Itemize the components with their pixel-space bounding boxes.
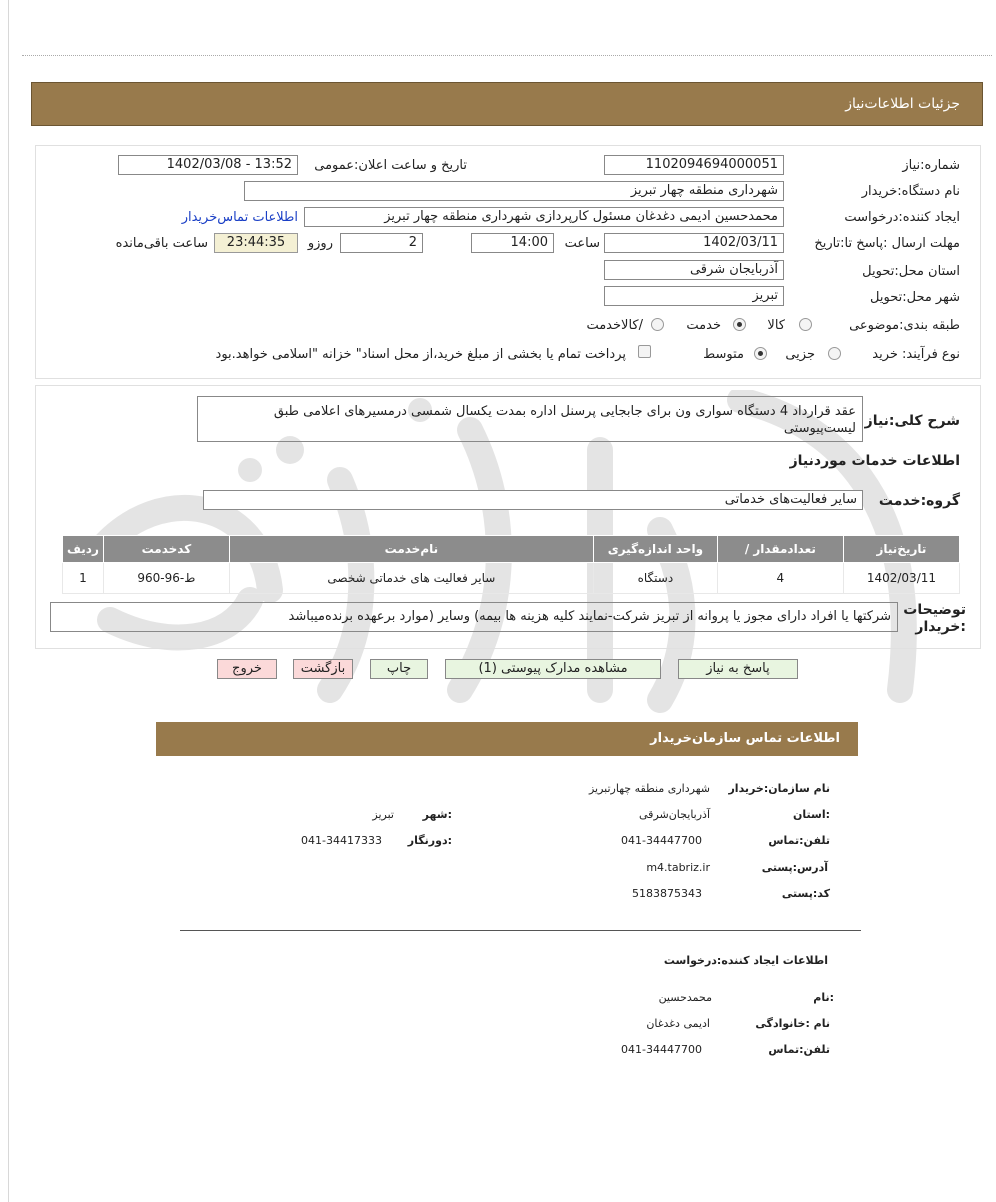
col-header-row-no: ردیف: [63, 536, 104, 563]
description-label: شرح کلی:نیاز: [864, 413, 960, 429]
process-medium-label: متوسط: [703, 347, 744, 362]
contact-province-label: :استان: [793, 808, 830, 821]
city-field[interactable]: تبریز: [604, 286, 784, 306]
reply-button[interactable]: پاسخ به نیاز: [678, 659, 798, 679]
services-section-title: اطلاعات خدمات موردنیاز: [789, 453, 960, 469]
buyer-org-label: نام دستگاه:خریدار: [861, 184, 960, 199]
contact-province-value: آذربایجان‌شرقی: [639, 808, 710, 821]
day-label: روزو: [307, 236, 333, 251]
col-header-service-code: کدخدمت: [103, 536, 229, 563]
service-group-field[interactable]: سایر فعالیت‌های خدماتی: [203, 490, 863, 510]
cell-need-date: 1402/03/11: [843, 563, 959, 594]
contact-city-value: تبریز: [372, 808, 394, 821]
process-medium-radio[interactable]: [754, 347, 767, 360]
contact-city-label: :شهر: [422, 808, 452, 821]
announce-label: تاریخ و ساعت اعلان:عمومی: [314, 158, 467, 173]
exit-button[interactable]: خروج: [217, 659, 277, 679]
announce-datetime-field[interactable]: 1402/03/08 - 13:52: [118, 155, 298, 175]
treasury-payment-note: پرداخت تمام یا بخشی از مبلغ خرید،از محل اسناد" خزانه "اسلامی خواهد.بود: [215, 347, 626, 362]
cell-quantity: 4: [717, 563, 843, 594]
top-dotted-divider: [22, 55, 992, 56]
days-field[interactable]: 2: [340, 233, 423, 253]
requester-family-label: نام :خانوادگی: [755, 1017, 830, 1030]
view-attachments-button[interactable]: مشاهده مدارک پیوستی (1): [445, 659, 661, 679]
city-label: شهر محل:تحویل: [870, 290, 960, 305]
requester-name-label: :نام: [813, 991, 834, 1004]
province-label: استان محل:تحویل: [862, 264, 960, 279]
requester-title: اطلاعات ایجاد کننده:درخواست: [663, 954, 828, 967]
buyer-notes-label: توضیحات :خریدار: [903, 602, 966, 635]
contact-fax-value: 041-34417333: [301, 834, 382, 847]
col-header-need-date: تاریخ‌نیاز: [843, 536, 959, 563]
buyer-org-field[interactable]: شهرداری منطقه چهار تبریز: [244, 181, 784, 201]
contact-phone-value: 041-34447700: [621, 834, 702, 847]
cell-row-no: 1: [63, 563, 104, 594]
cell-service-name: سایر فعالیت های خدماتی شخصی: [229, 563, 593, 594]
table-header-row: [63, 536, 960, 563]
description-text: عقد قرارداد 4 دستگاه سواری ون برای جابجایی پرسنل اداره بمدت یکسال شمسی درمسیرهای اعلامی طبق لیست‌پیوستی: [197, 396, 863, 442]
services-table: [62, 535, 960, 594]
category-goods-label: کالا: [767, 318, 785, 333]
col-header-quantity: / تعدادمقدار: [717, 536, 843, 563]
contact-org-value: شهرداری منطقه چهارتبریز: [588, 782, 710, 795]
left-border-line: [8, 0, 9, 1202]
deadline-label: مهلت ارسال :پاسخ تا:تاریخ: [814, 236, 960, 251]
requester-phone-value: 041-34447700: [621, 1043, 702, 1056]
category-service-radio[interactable]: [733, 318, 746, 331]
time-label: ساعت: [564, 236, 600, 251]
service-group-label: گروه:خدمت: [878, 493, 960, 509]
process-label: نوع فرآیند: خرید: [872, 347, 960, 362]
header-title: جزئیات اطلاعات‌نیاز: [845, 96, 960, 112]
print-button[interactable]: چاپ: [370, 659, 428, 679]
category-both-radio[interactable]: [651, 318, 664, 331]
category-label: طبقه بندی:موضوعی: [849, 318, 960, 333]
creator-field[interactable]: محمدحسین ادیمی دغدغان مسئول کارپردازی شهرداری منطقه چهار تبریز: [304, 207, 784, 227]
remaining-label: ساعت باقی‌مانده: [115, 236, 208, 251]
contact-address-label: آدرس:پستی: [761, 861, 828, 874]
deadline-date-field[interactable]: 1402/03/11: [604, 233, 784, 253]
contact-address-value: m4.tabriz.ir: [646, 861, 710, 874]
back-button[interactable]: بازگشت: [293, 659, 353, 679]
requester-phone-label: تلفن:تماس: [768, 1043, 830, 1056]
table-row[interactable]: [63, 563, 960, 594]
col-header-service-name: نام‌خدمت: [229, 536, 593, 563]
category-goods-radio[interactable]: [799, 318, 812, 331]
creator-label: ایجاد کننده:درخواست: [844, 210, 960, 225]
contact-divider: [180, 930, 861, 931]
requester-name-value: محمدحسین: [658, 991, 712, 1004]
remaining-timer: 23:44:35: [214, 233, 298, 253]
cell-unit: دستگاه: [593, 563, 717, 594]
need-number-field[interactable]: 1102094694000051: [604, 155, 784, 175]
contact-postal-value: 5183875343: [632, 887, 702, 900]
buyer-contact-link[interactable]: اطلاعات تماس‌خریدار: [181, 210, 298, 225]
col-header-unit: واحد اندازه‌گیری: [593, 536, 717, 563]
category-both-label: /کالاخدمت: [586, 318, 643, 333]
category-service-label: خدمت: [686, 318, 721, 333]
buyer-notes-text: شرکتها یا افراد دارای مجوز یا پروانه از تبریز شرکت-نمایند کلیه هزینه ها بیمه) وسایر (موارد برعهده برنده‌میباشد: [50, 602, 898, 632]
contact-postal-label: کد:پستی: [781, 887, 830, 900]
buyer-contact-header: [156, 722, 858, 756]
deadline-time-field[interactable]: 14:00: [471, 233, 554, 253]
contact-phone-label: تلفن:تماس: [768, 834, 830, 847]
page-header: [31, 82, 983, 126]
need-number-label: شماره:نیاز: [902, 158, 960, 173]
buyer-contact-title: اطلاعات تماس سازمان‌خریدار: [650, 731, 840, 746]
province-field[interactable]: آذربایجان شرقی: [604, 260, 784, 280]
contact-org-label: نام سازمان:خریدار: [728, 782, 830, 795]
cell-service-code: ط-96-960: [103, 563, 229, 594]
process-partial-radio[interactable]: [828, 347, 841, 360]
treasury-payment-checkbox[interactable]: [638, 345, 651, 358]
contact-fax-label: :دورنگار: [407, 834, 452, 847]
requester-family-value: ادیمی دغدغان: [646, 1017, 710, 1030]
process-partial-label: جزیی: [785, 347, 815, 362]
